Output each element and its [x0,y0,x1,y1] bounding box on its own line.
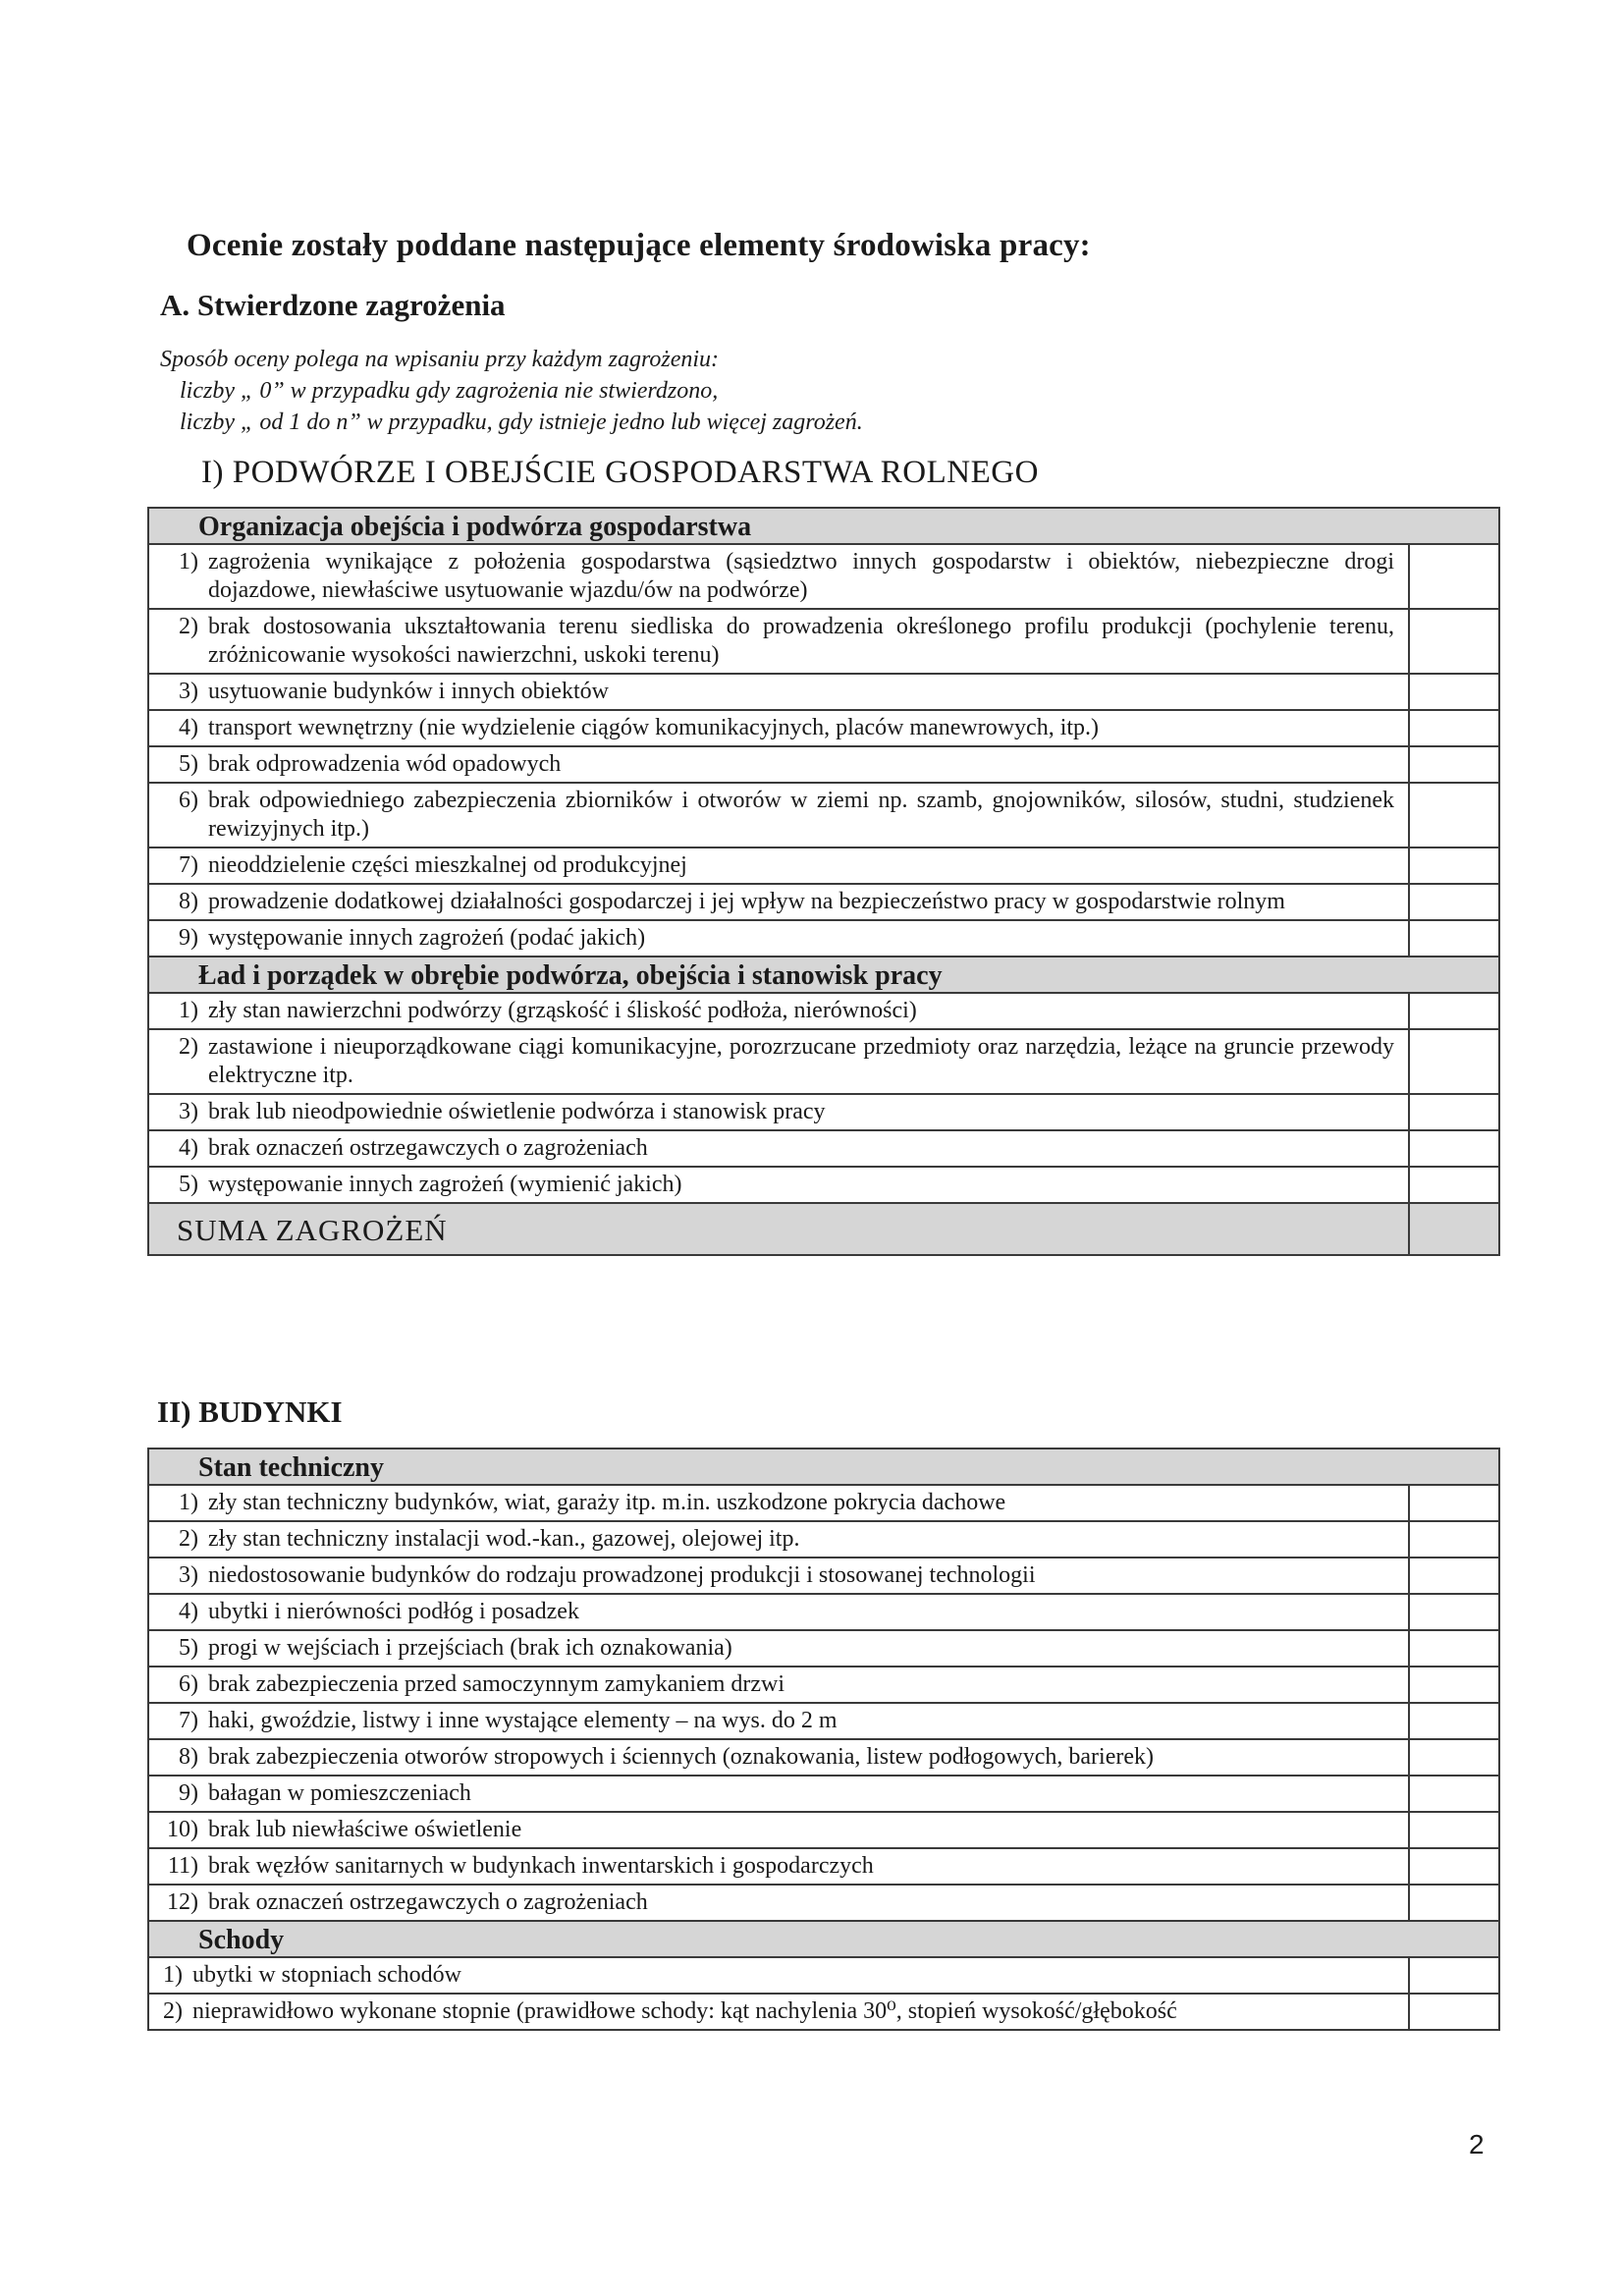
table-row [148,1739,1499,1776]
item-text: brak węzłów sanitarnych w budynkach inwentarskich i gospodarczych [208,1853,874,1879]
hazard-item [148,1994,1409,2030]
hazard-item [148,1594,1409,1630]
item-text: nieoddzielenie części mieszkalnej od produkcyjnej [208,852,687,878]
method-line: Sposób oceny polega na wpisaniu przy każdym zagrożeniu: [160,347,720,372]
table-row [148,544,1499,609]
item-number: 4) [179,1135,198,1161]
score-field[interactable] [1409,1130,1499,1167]
item-number: 12) [167,1889,198,1915]
hazard-item [148,1812,1409,1848]
table-row [148,746,1499,783]
table-row [148,1957,1499,1994]
score-field[interactable] [1409,1739,1499,1776]
table-row [148,1703,1499,1739]
table-row [148,1167,1499,1203]
hazard-item [148,1558,1409,1594]
item-text: ubytki w stopniach schodów [192,1962,461,1988]
table-row [148,1558,1499,1594]
score-field[interactable] [1409,674,1499,710]
score-field[interactable] [1409,1994,1499,2030]
method-line: liczby „ 0” w przypadku gdy zagrożenia nie stwierdzono, [180,378,719,404]
score-field[interactable] [1409,783,1499,847]
table-row [148,884,1499,920]
item-text: ubytki i nierówności podłóg i posadzek [208,1599,579,1624]
item-text: niedostosowanie budynków do rodzaju prowadzonej produkcji i stosowanej technologii [208,1562,1036,1588]
document-heading: Ocenie zostały poddane następujące elementy środowiska pracy: [187,228,1091,263]
item-text: występowanie innych zagrożeń (wymienić jakich) [208,1172,682,1197]
score-field[interactable] [1409,1957,1499,1994]
score-field[interactable] [1409,1029,1499,1094]
score-field[interactable] [1409,1848,1499,1885]
score-field[interactable] [1409,746,1499,783]
table-row [148,1521,1499,1558]
item-text: brak odpowiedniego zabezpieczenia zbiorników i otworów w ziemi np. szamb, gnojowników, silosów, studni, studzienek rewizyjnych itp.) [208,788,1394,842]
item-text: występowanie innych zagrożeń (podać jakich) [208,925,646,951]
item-number: 4) [179,1599,198,1624]
section-2-table [147,1448,1500,2031]
item-number: 1) [179,1490,198,1515]
sum-row [148,1203,1499,1255]
item-text: brak dostosowania ukształtowania terenu siedliska do prowadzenia określonego profilu produkcji (pochylenie terenu, zróżnicowanie wysokości nawierzchni, uskoki terenu) [208,614,1394,668]
hazard-item [148,674,1409,710]
table-row [148,1594,1499,1630]
hazard-item [148,1739,1409,1776]
score-field[interactable] [1409,1167,1499,1203]
score-field[interactable] [1409,1703,1499,1739]
item-number: 5) [179,751,198,777]
item-number: 3) [179,1562,198,1588]
item-number: 5) [179,1635,198,1661]
item-number: 2) [163,1998,183,2024]
item-number: 6) [179,1671,198,1697]
table-row [148,1094,1499,1130]
hazard-item [148,1667,1409,1703]
group-title: Schody [148,1921,1499,1957]
group-title: Stan techniczny [148,1449,1499,1485]
score-field[interactable] [1409,1885,1499,1921]
item-text: transport wewnętrzny (nie wydzielenie ciągów komunikacyjnych, placów manewrowych, itp.) [208,715,1100,740]
item-text: zagrożenia wynikające z położenia gospodarstwa (sąsiedztwo innych gospodarstw i obiektów, niebezpieczne drogi dojazdowe, niewłaściwe usytuowanie wjazdu/ów na podwórze) [208,549,1394,603]
score-field[interactable] [1409,609,1499,674]
table-row [148,674,1499,710]
table-row [148,847,1499,884]
table-row [148,1885,1499,1921]
item-text: brak lub niewłaściwe oświetlenie [208,1817,522,1842]
score-field[interactable] [1409,847,1499,884]
assessment-method [160,344,863,438]
item-text: zastawione i nieuporządkowane ciągi komunikacyjne, porozrzucane przedmioty oraz narzędzia, leżące na gruncie przewody elektryczne itp. [208,1034,1394,1088]
hazard-item [148,783,1409,847]
sum-field[interactable] [1409,1203,1499,1255]
page-number: 2 [1469,2129,1485,2159]
item-number: 8) [179,889,198,914]
table-row [148,783,1499,847]
score-field[interactable] [1409,1812,1499,1848]
table-row [148,1812,1499,1848]
hazard-item [148,710,1409,746]
item-text: prowadzenie dodatkowej działalności gospodarczej i jej wpływ na bezpieczeństwo pracy w gospodarstwie rolnym [208,889,1285,914]
score-field[interactable] [1409,920,1499,957]
item-number: 2) [179,614,198,639]
group-header-row [148,957,1499,993]
item-text: haki, gwoździe, listwy i inne wystające elementy – na wys. do 2 m [208,1708,838,1733]
hazard-item [148,920,1409,957]
item-text: zły stan techniczny instalacji wod.-kan., gazowej, olejowej itp. [208,1526,800,1552]
hazard-item [148,1885,1409,1921]
hazard-item [148,1703,1409,1739]
item-text: nieprawidłowo wykonane stopnie (prawidłowe schody: kąt nachylenia 30⁰, stopień wysokość/głębokość [192,1998,1177,2024]
item-number: 5) [179,1172,198,1197]
score-field[interactable] [1409,1594,1499,1630]
section-2-title: II) BUDYNKI [157,1394,343,1429]
score-field[interactable] [1409,1521,1499,1558]
hazard-item [148,1167,1409,1203]
hazard-item [148,1094,1409,1130]
group-header-row [148,1921,1499,1957]
score-field[interactable] [1409,884,1499,920]
item-number: 8) [179,1744,198,1770]
group-header-row [148,508,1499,544]
item-text: brak odprowadzenia wód opadowych [208,751,562,777]
hazard-item [148,847,1409,884]
group-header-row [148,1449,1499,1485]
table-row [148,1630,1499,1667]
hazard-item [148,1776,1409,1812]
hazard-item [148,1957,1409,1994]
table-row [148,1994,1499,2030]
item-number: 3) [179,1099,198,1124]
item-number: 9) [179,925,198,951]
item-text: zły stan techniczny budynków, wiat, garaży itp. m.in. uszkodzone pokrycia dachowe [208,1490,1006,1515]
item-text: brak oznaczeń ostrzegawczych o zagrożeniach [208,1889,648,1915]
item-number: 1) [179,998,198,1023]
hazard-item [148,746,1409,783]
table-row [148,609,1499,674]
item-number: 7) [179,1708,198,1733]
item-number: 2) [179,1526,198,1552]
section-a-title: A. Stwierdzone zagrożenia [160,288,506,322]
score-field[interactable] [1409,1558,1499,1594]
item-text: brak lub nieodpowiednie oświetlenie podwórza i stanowisk pracy [208,1099,826,1124]
hazard-item [148,884,1409,920]
item-text: zły stan nawierzchni podwórzy (grząskość i śliskość podłoża, nierówności) [208,998,917,1023]
table-row [148,1485,1499,1521]
item-text: brak zabezpieczenia przed samoczynnym zamykaniem drzwi [208,1671,785,1697]
item-number: 3) [179,679,198,704]
sum-label: SUMA ZAGROŻEŃ [148,1203,1409,1255]
hazard-item [148,1630,1409,1667]
hazard-item [148,1485,1409,1521]
hazard-item [148,1521,1409,1558]
table-row [148,1776,1499,1812]
item-number: 11) [167,1853,198,1879]
table-row [148,1130,1499,1167]
hazard-item [148,609,1409,674]
score-field[interactable] [1409,993,1499,1029]
item-text: brak oznaczeń ostrzegawczych o zagrożeniach [208,1135,648,1161]
table-row [148,710,1499,746]
method-line: liczby „ od 1 do n” w przypadku, gdy istnieje jedno lub więcej zagrożeń. [180,410,863,435]
item-number: 7) [179,852,198,878]
group-title: Organizacja obejścia i podwórza gospodarstwa [148,508,1499,544]
table-row [148,920,1499,957]
score-field[interactable] [1409,1667,1499,1703]
hazard-item [148,993,1409,1029]
item-text: brak zabezpieczenia otworów stropowych i ściennych (oznakowania, listew podłogowych, barierek) [208,1744,1154,1770]
table-row [148,1667,1499,1703]
item-number: 4) [179,715,198,740]
item-number: 10) [167,1817,198,1842]
score-field[interactable] [1409,710,1499,746]
item-number: 9) [179,1780,198,1806]
score-field[interactable] [1409,1094,1499,1130]
table-row [148,1848,1499,1885]
hazard-item [148,1848,1409,1885]
score-field[interactable] [1409,1776,1499,1812]
score-field[interactable] [1409,1485,1499,1521]
item-text: progi w wejściach i przejściach (brak ich oznakowania) [208,1635,732,1661]
table-row [148,993,1499,1029]
section-1-table [147,507,1500,1256]
score-field[interactable] [1409,1630,1499,1667]
hazard-item [148,1130,1409,1167]
item-text: bałagan w pomieszczeniach [208,1780,471,1806]
item-number: 6) [179,788,198,813]
group-title: Ład i porządek w obrębie podwórza, obejścia i stanowisk pracy [148,957,1499,993]
item-number: 2) [179,1034,198,1060]
hazard-item [148,544,1409,609]
score-field[interactable] [1409,544,1499,609]
table-row [148,1029,1499,1094]
item-text: usytuowanie budynków i innych obiektów [208,679,609,704]
hazard-item [148,1029,1409,1094]
section-1-title: I) PODWÓRZE I OBEJŚCIE GOSPODARSTWA ROLNEGO [201,455,1039,490]
item-number: 1) [163,1962,183,1988]
item-number: 1) [179,549,198,574]
